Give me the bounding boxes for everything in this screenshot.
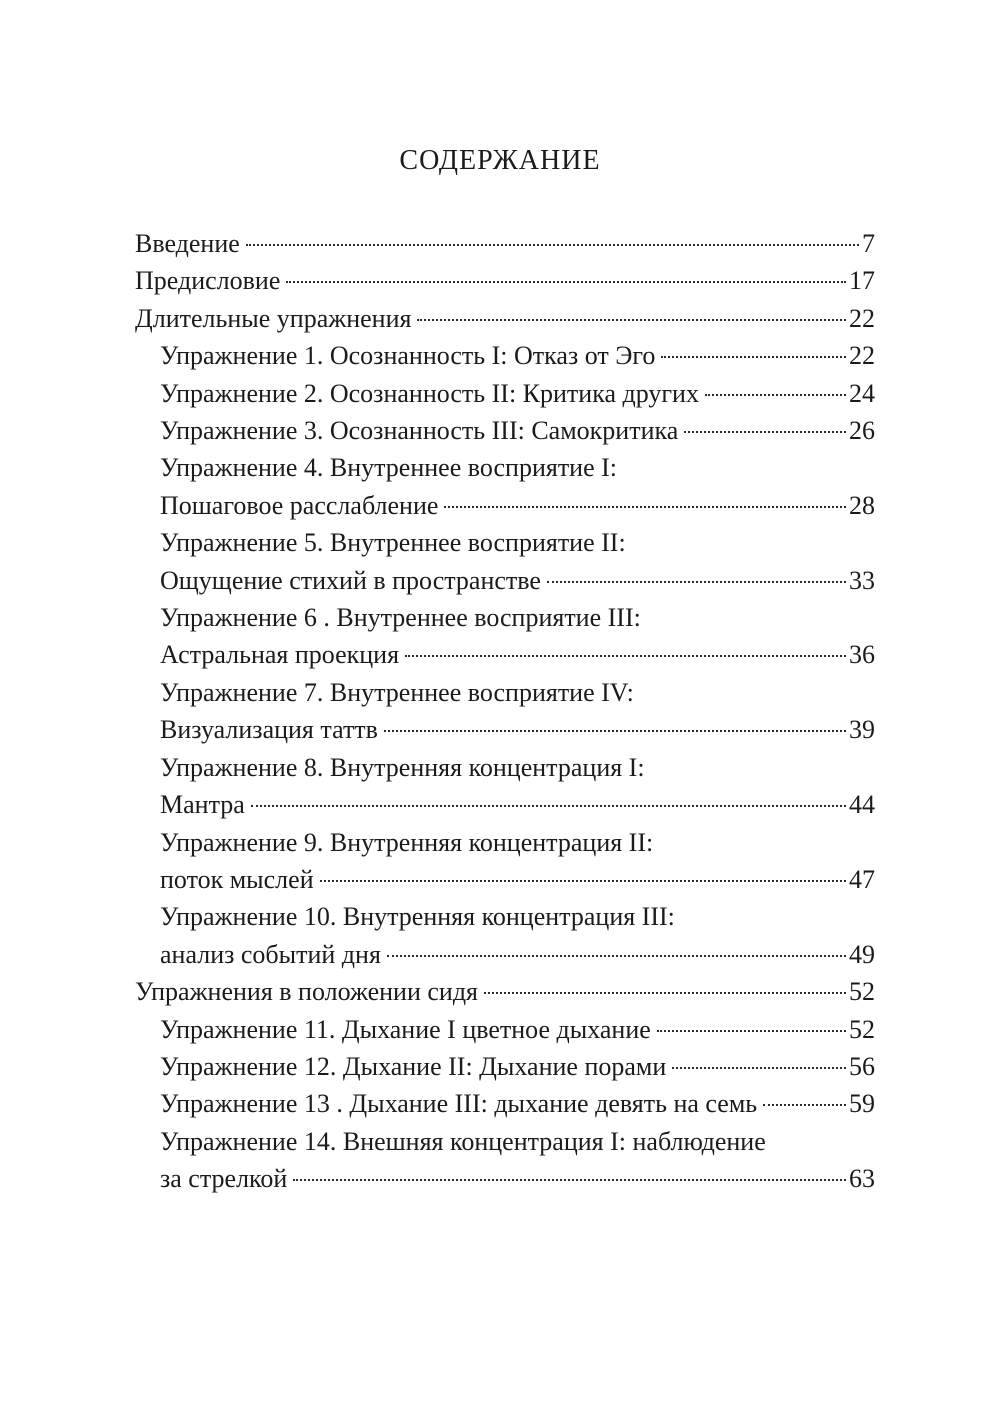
toc-page-number: 17 — [849, 266, 875, 296]
toc-entry-label: Визуализация таттв — [160, 715, 378, 745]
toc-entry-label: поток мыслей — [160, 864, 314, 894]
toc-page-number: 49 — [849, 939, 875, 969]
toc-entry-heading: Упражнение 6 . Внутреннее восприятие III: — [160, 603, 641, 633]
toc-entry-label: Упражнение 1. Осознанность I: Отказ от Эго — [160, 341, 656, 371]
leader-dots — [286, 281, 846, 283]
leader-dots — [661, 356, 846, 358]
leader-dots — [293, 1179, 846, 1181]
toc-entry-exercise-2 — [135, 375, 875, 412]
leader-dots — [547, 581, 846, 583]
leader-dots — [405, 655, 846, 657]
leader-dots — [384, 730, 846, 732]
toc-entry-heading: Упражнение 4. Внутреннее восприятие I: — [160, 453, 618, 483]
table-of-contents — [135, 225, 875, 1198]
leader-dots — [246, 244, 859, 246]
toc-entry-label: Астральная проекция — [160, 640, 400, 670]
leader-dots — [417, 319, 846, 321]
toc-entry-exercise-9 — [135, 824, 875, 899]
toc-page-number: 26 — [849, 416, 875, 446]
toc-entry-introduction — [135, 225, 875, 262]
toc-entry-heading: Упражнение 14. Внешняя концентрация I: наблюдение — [160, 1126, 766, 1156]
toc-entry-label: Введение — [135, 229, 240, 258]
toc-section-long-exercises — [135, 300, 875, 337]
toc-page-number: 39 — [849, 715, 875, 745]
toc-entry-exercise-14 — [135, 1123, 875, 1198]
toc-entry-label: Упражнение 2. Осознанность II: Критика других — [160, 378, 699, 408]
toc-entry-preface — [135, 262, 875, 299]
toc-entry-exercise-12 — [135, 1048, 875, 1085]
toc-entry-exercise-1 — [135, 337, 875, 374]
toc-entry-heading: Упражнение 8. Внутренняя концентрация I: — [160, 752, 645, 782]
toc-entry-label: Ощущение стихий в пространстве — [160, 565, 541, 595]
toc-entry-label: Предисловие — [135, 266, 281, 296]
toc-entry-exercise-11 — [135, 1011, 875, 1048]
toc-page-number: 52 — [849, 977, 875, 1007]
toc-entry-label: Мантра — [160, 790, 245, 820]
toc-page-number: 28 — [849, 490, 875, 520]
toc-entry-exercise-6 — [135, 599, 875, 674]
toc-page-number: 22 — [849, 341, 875, 371]
toc-entry-heading: Упражнение 10. Внутренняя концентрация III: — [160, 902, 675, 932]
leader-dots — [672, 1067, 846, 1069]
leader-dots — [763, 1104, 846, 1106]
toc-entry-exercise-3 — [135, 412, 875, 449]
leader-dots — [684, 431, 846, 433]
leader-dots — [387, 955, 846, 957]
toc-page-number: 22 — [849, 303, 875, 333]
toc-page-number: 44 — [849, 790, 875, 820]
leader-dots — [657, 1030, 846, 1032]
toc-entry-exercise-8 — [135, 749, 875, 824]
leader-dots — [705, 394, 846, 396]
toc-entry-label: за стрелкой — [160, 1164, 288, 1194]
toc-entry-exercise-10 — [135, 898, 875, 973]
toc-page-number: 47 — [849, 864, 875, 894]
toc-page-number: 24 — [849, 378, 875, 408]
toc-entry-heading: Упражнение 9. Внутренняя концентрация II: — [160, 827, 654, 857]
leader-dots — [251, 805, 846, 807]
toc-entry-exercise-7 — [135, 674, 875, 749]
toc-entry-label: Упражнения в положении сидя — [135, 977, 479, 1007]
toc-entry-label: анализ событий дня — [160, 939, 381, 969]
toc-page-number: 7 — [862, 229, 875, 258]
toc-page-number: 59 — [849, 1089, 875, 1119]
leader-dots — [444, 506, 846, 508]
leader-dots — [320, 880, 846, 882]
toc-entry-exercise-13 — [135, 1085, 875, 1122]
toc-page-number: 52 — [849, 1014, 875, 1044]
toc-entry-label: Упражнение 13 . Дыхание III: дыхание девять на семь — [160, 1089, 758, 1119]
toc-entry-exercise-5 — [135, 524, 875, 599]
toc-entry-heading: Упражнение 7. Внутреннее восприятие IV: — [160, 677, 634, 707]
toc-entry-label: Длительные упражнения — [135, 303, 412, 333]
toc-entry-label: Пошаговое расслабление — [160, 490, 439, 520]
page-title: СОДЕРЖАНИЕ — [399, 145, 601, 176]
toc-entry-label: Упражнение 3. Осознанность III: Самокритика — [160, 416, 679, 446]
toc-entry-heading: Упражнение 5. Внутреннее восприятие II: — [160, 528, 626, 558]
toc-section-seated-exercises — [135, 973, 875, 1010]
leader-dots — [484, 992, 846, 994]
toc-page-number: 63 — [849, 1164, 875, 1194]
toc-page-number: 33 — [849, 565, 875, 595]
toc-entry-label: Упражнение 12. Дыхание II: Дыхание порами — [160, 1051, 667, 1081]
toc-page-number: 56 — [849, 1051, 875, 1081]
toc-entry-exercise-4 — [135, 449, 875, 524]
toc-entry-label: Упражнение 11. Дыхание I цветное дыхание — [160, 1014, 651, 1044]
toc-page-number: 36 — [849, 640, 875, 670]
